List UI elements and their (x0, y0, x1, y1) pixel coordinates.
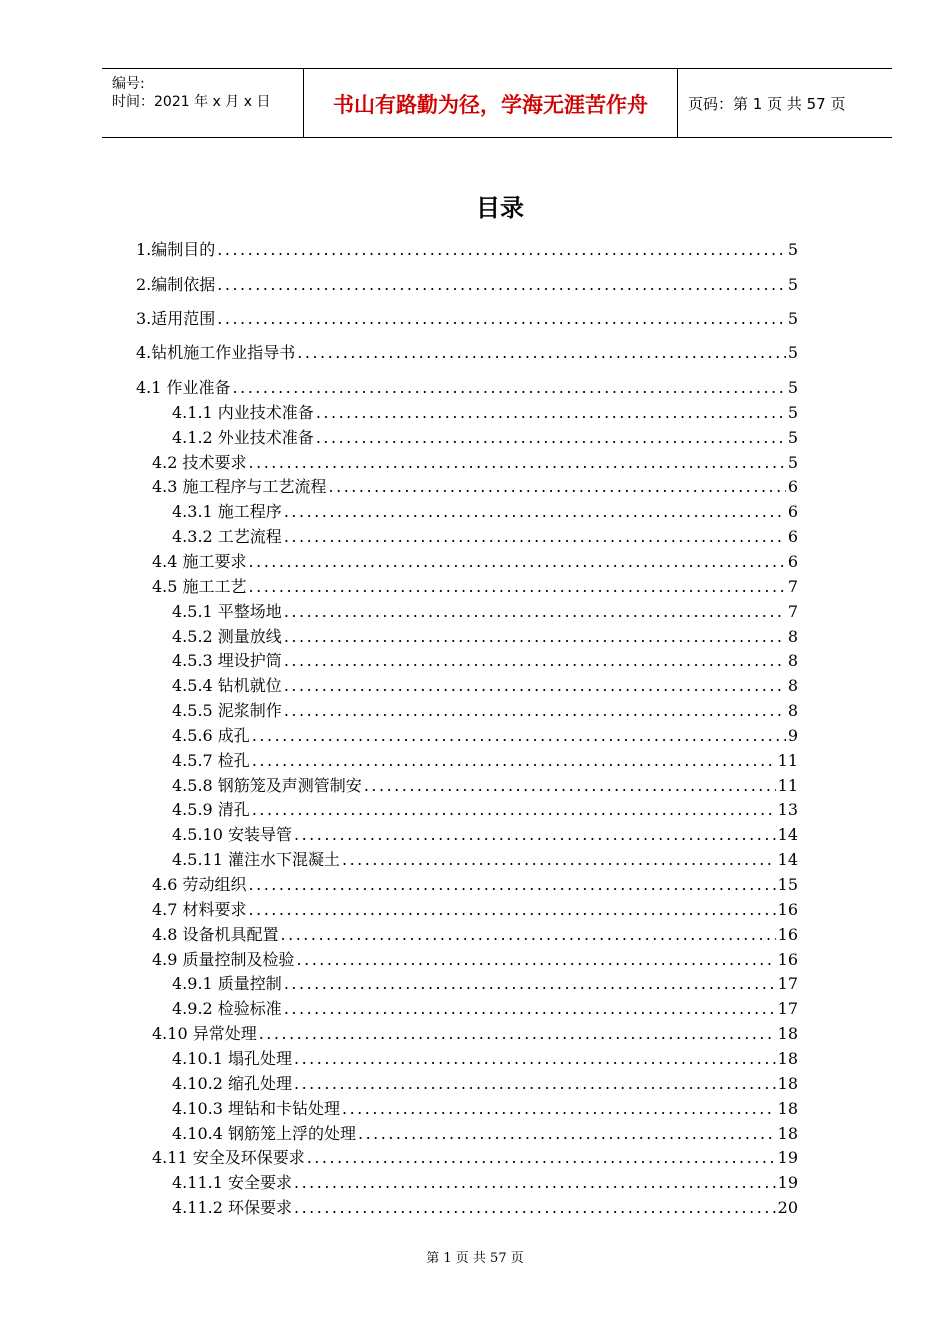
toc-entry[interactable] (172, 825, 798, 845)
toc-leader-dots (297, 950, 776, 970)
toc-entry-title: 4.5.4 钻机就位 (172, 676, 282, 695)
toc-leader-dots (217, 275, 786, 295)
toc-entry-title: 4.5.7 检孔 (172, 751, 250, 770)
toc-entry-title: 4.1 作业准备 (136, 378, 231, 397)
toc-entry-page: 18 (777, 1074, 798, 1093)
toc-entry[interactable] (152, 1024, 798, 1044)
toc-entry-title: 4.1.1 内业技术准备 (172, 403, 314, 422)
toc-entry-title: 4.5.5 泥浆制作 (172, 701, 282, 720)
toc-entry[interactable] (172, 1099, 798, 1119)
toc-entry-page: 6 (787, 502, 798, 521)
page-info: 页码：第 1 页 共 57 页 (688, 95, 846, 113)
toc-leader-dots (294, 1173, 776, 1193)
toc-leader-dots (217, 309, 786, 329)
toc-entry-title: 4.11.1 安全要求 (172, 1173, 292, 1192)
toc-entry-page: 17 (777, 974, 798, 993)
toc-entry-title: 4.10.2 缩孔处理 (172, 1074, 292, 1093)
toc-entry-page: 5 (787, 453, 798, 472)
toc-leader-dots (252, 800, 776, 820)
toc-entry-title: 4.钻机施工作业指导书 (136, 343, 296, 362)
toc-entry-title: 4.4 施工要求 (152, 552, 247, 571)
page-footer: 第 1 页 共 57 页 (426, 1251, 524, 1266)
toc-leader-dots (284, 502, 786, 522)
toc-entry-title: 4.10 异常处理 (152, 1024, 257, 1043)
toc-entry[interactable] (172, 403, 798, 423)
toc-entry-title: 4.5.2 测量放线 (172, 627, 282, 646)
toc-entry-page: 11 (777, 776, 798, 795)
toc-entry[interactable] (172, 1124, 798, 1144)
toc-entry[interactable] (172, 1074, 798, 1094)
toc-entry[interactable] (136, 309, 798, 329)
toc-entry[interactable] (172, 1173, 798, 1193)
toc-leader-dots (252, 751, 776, 771)
time-label: 时间：2021 年 x 月 x 日 (112, 94, 271, 110)
toc-entry-page: 11 (777, 751, 798, 770)
toc-leader-dots (217, 240, 786, 260)
toc-leader-dots (284, 602, 786, 622)
toc-entry-title: 4.2 技术要求 (152, 453, 247, 472)
toc-entry-title: 4.5 施工工艺 (152, 577, 247, 596)
toc-entry[interactable] (152, 453, 798, 473)
toc-leader-dots (364, 776, 776, 796)
toc-leader-dots (284, 651, 786, 671)
toc-entry-title: 4.9 质量控制及检验 (152, 950, 295, 969)
toc-leader-dots (284, 676, 786, 696)
toc-entry[interactable] (172, 527, 798, 547)
toc-leader-dots (294, 1049, 776, 1069)
toc-entry-title: 4.3 施工程序与工艺流程 (152, 477, 327, 496)
toc-entry[interactable] (172, 850, 798, 870)
toc-entry-page: 5 (787, 240, 798, 259)
toc-entry-title: 4.5.10 安装导管 (172, 825, 292, 844)
toc-entry[interactable] (172, 751, 798, 771)
toc-entry-page: 18 (777, 1049, 798, 1068)
toc-entry-page: 18 (777, 1099, 798, 1118)
toc-entry[interactable] (152, 1148, 798, 1168)
toc-leader-dots (294, 1074, 776, 1094)
toc-entry-page: 19 (777, 1173, 798, 1192)
toc-entry-title: 4.5.6 成孔 (172, 726, 250, 745)
toc-leader-dots (307, 1148, 776, 1168)
toc-entry[interactable] (172, 726, 798, 746)
toc-entry-page: 7 (787, 577, 798, 596)
toc-leader-dots (284, 701, 786, 721)
toc-entry-page: 7 (787, 602, 798, 621)
toc-entry-title: 4.10.4 钢筋笼上浮的处理 (172, 1124, 356, 1143)
toc-leader-dots (281, 925, 776, 945)
toc-entry-title: 4.3.1 施工程序 (172, 502, 282, 521)
toc-entry-page: 8 (787, 651, 798, 670)
toc-entry-page: 18 (777, 1124, 798, 1143)
toc-entry-page: 5 (787, 309, 798, 328)
toc-entry-title: 2.编制依据 (136, 275, 216, 294)
toc-entry-title: 4.5.9 清孔 (172, 800, 250, 819)
toc-entry[interactable] (136, 378, 798, 398)
toc-entry[interactable] (172, 651, 798, 671)
toc-leader-dots (294, 1198, 776, 1218)
toc-entry[interactable] (172, 428, 798, 448)
toc-entry[interactable] (136, 275, 798, 295)
toc-leader-dots (284, 527, 786, 547)
toc-entry-title: 4.11.2 环保要求 (172, 1198, 292, 1217)
toc-entry-page: 5 (787, 275, 798, 294)
toc-entry-title: 4.6 劳动组织 (152, 875, 247, 894)
toc-entry-page: 17 (777, 999, 798, 1018)
toc-leader-dots (259, 1024, 776, 1044)
toc-entry-page: 18 (777, 1024, 798, 1043)
toc-entry[interactable] (152, 950, 798, 970)
toc-leader-dots (342, 1099, 776, 1119)
toc-entry[interactable] (172, 776, 798, 796)
toc-entry-title: 4.5.3 埋设护筒 (172, 651, 282, 670)
toc-entry[interactable] (172, 602, 798, 622)
motto: 书山有路勤为径，学海无涯苦作舟 (333, 93, 648, 117)
toc-leader-dots (252, 726, 786, 746)
toc-entry-title: 4.8 设备机具配置 (152, 925, 279, 944)
toc-entry-page: 5 (787, 378, 798, 397)
number-label: 编号: (112, 76, 145, 92)
toc-entry-title: 4.9.1 质量控制 (172, 974, 282, 993)
toc-entry-title: 4.1.2 外业技术准备 (172, 428, 314, 447)
toc-entry-title: 4.7 材料要求 (152, 900, 247, 919)
toc-entry[interactable] (172, 1198, 798, 1218)
toc-entry-title: 4.10.3 埋钻和卡钻处理 (172, 1099, 340, 1118)
toc-entry-page: 9 (787, 726, 798, 745)
toc-leader-dots (284, 999, 776, 1019)
toc-leader-dots (249, 552, 786, 572)
toc-entry-title: 4.5.8 钢筋笼及声测管制安 (172, 776, 362, 795)
toc-entry-title: 4.3.2 工艺流程 (172, 527, 282, 546)
toc-entry-title: 4.9.2 检验标准 (172, 999, 282, 1018)
toc-leader-dots (249, 900, 776, 920)
toc-leader-dots (249, 577, 786, 597)
toc-entry[interactable] (136, 343, 798, 363)
toc-leader-dots (294, 825, 776, 845)
toc-entry[interactable] (172, 800, 798, 820)
toc-entry[interactable] (152, 577, 798, 597)
toc-entry-page: 15 (777, 875, 798, 894)
toc-entry-page: 8 (787, 701, 798, 720)
toc-entry-page: 14 (777, 825, 798, 844)
toc-entry[interactable] (152, 900, 798, 920)
toc-entry-title: 3.适用范围 (136, 309, 216, 328)
toc-entry-page: 5 (787, 403, 798, 422)
toc-entry[interactable] (136, 240, 798, 260)
toc-leader-dots (329, 477, 786, 497)
toc-entry[interactable] (172, 676, 798, 696)
toc-entry-title: 4.5.11 灌注水下混凝土 (172, 850, 340, 869)
toc-entry-page: 13 (777, 800, 798, 819)
toc-entry-page: 6 (787, 477, 798, 496)
toc-entry-page: 16 (777, 950, 798, 969)
toc-entry-page: 5 (787, 428, 798, 447)
toc-leader-dots (284, 974, 776, 994)
toc-entry[interactable] (172, 999, 798, 1019)
toc-entry-page: 6 (787, 527, 798, 546)
toc-entry[interactable] (152, 552, 798, 572)
toc-leader-dots (342, 850, 776, 870)
toc-entry-title: 1.编制目的 (136, 240, 216, 259)
toc-entry-page: 19 (777, 1148, 798, 1167)
toc-entry[interactable] (152, 477, 798, 497)
toc-leader-dots (297, 343, 786, 363)
toc-entry-page: 16 (777, 925, 798, 944)
toc-leader-dots (284, 627, 786, 647)
toc-entry-title: 4.10.1 塌孔处理 (172, 1049, 292, 1068)
toc-leader-dots (316, 403, 786, 423)
toc-entry-page: 16 (777, 900, 798, 919)
toc-leader-dots (233, 378, 786, 398)
toc-entry[interactable] (152, 925, 798, 945)
toc-leader-dots (249, 453, 786, 473)
toc-entry-page: 6 (787, 552, 798, 571)
toc-entry-page: 5 (787, 343, 798, 362)
toc-entry[interactable] (172, 627, 798, 647)
toc-leader-dots (249, 875, 776, 895)
toc-leader-dots (358, 1124, 776, 1144)
toc-entry-page: 8 (787, 676, 798, 695)
toc-entry-page: 8 (787, 627, 798, 646)
toc-entry[interactable] (172, 502, 798, 522)
toc-leader-dots (316, 428, 786, 448)
toc-entry-title: 4.11 安全及环保要求 (152, 1148, 305, 1167)
toc-entry-page: 14 (777, 850, 798, 869)
toc-entry[interactable] (172, 701, 798, 721)
toc-entry-title: 4.5.1 平整场地 (172, 602, 282, 621)
page-title: 目录 (476, 194, 524, 222)
toc-entry[interactable] (172, 974, 798, 994)
toc-entry[interactable] (152, 875, 798, 895)
toc-entry[interactable] (172, 1049, 798, 1069)
toc-entry-page: 20 (777, 1198, 798, 1217)
